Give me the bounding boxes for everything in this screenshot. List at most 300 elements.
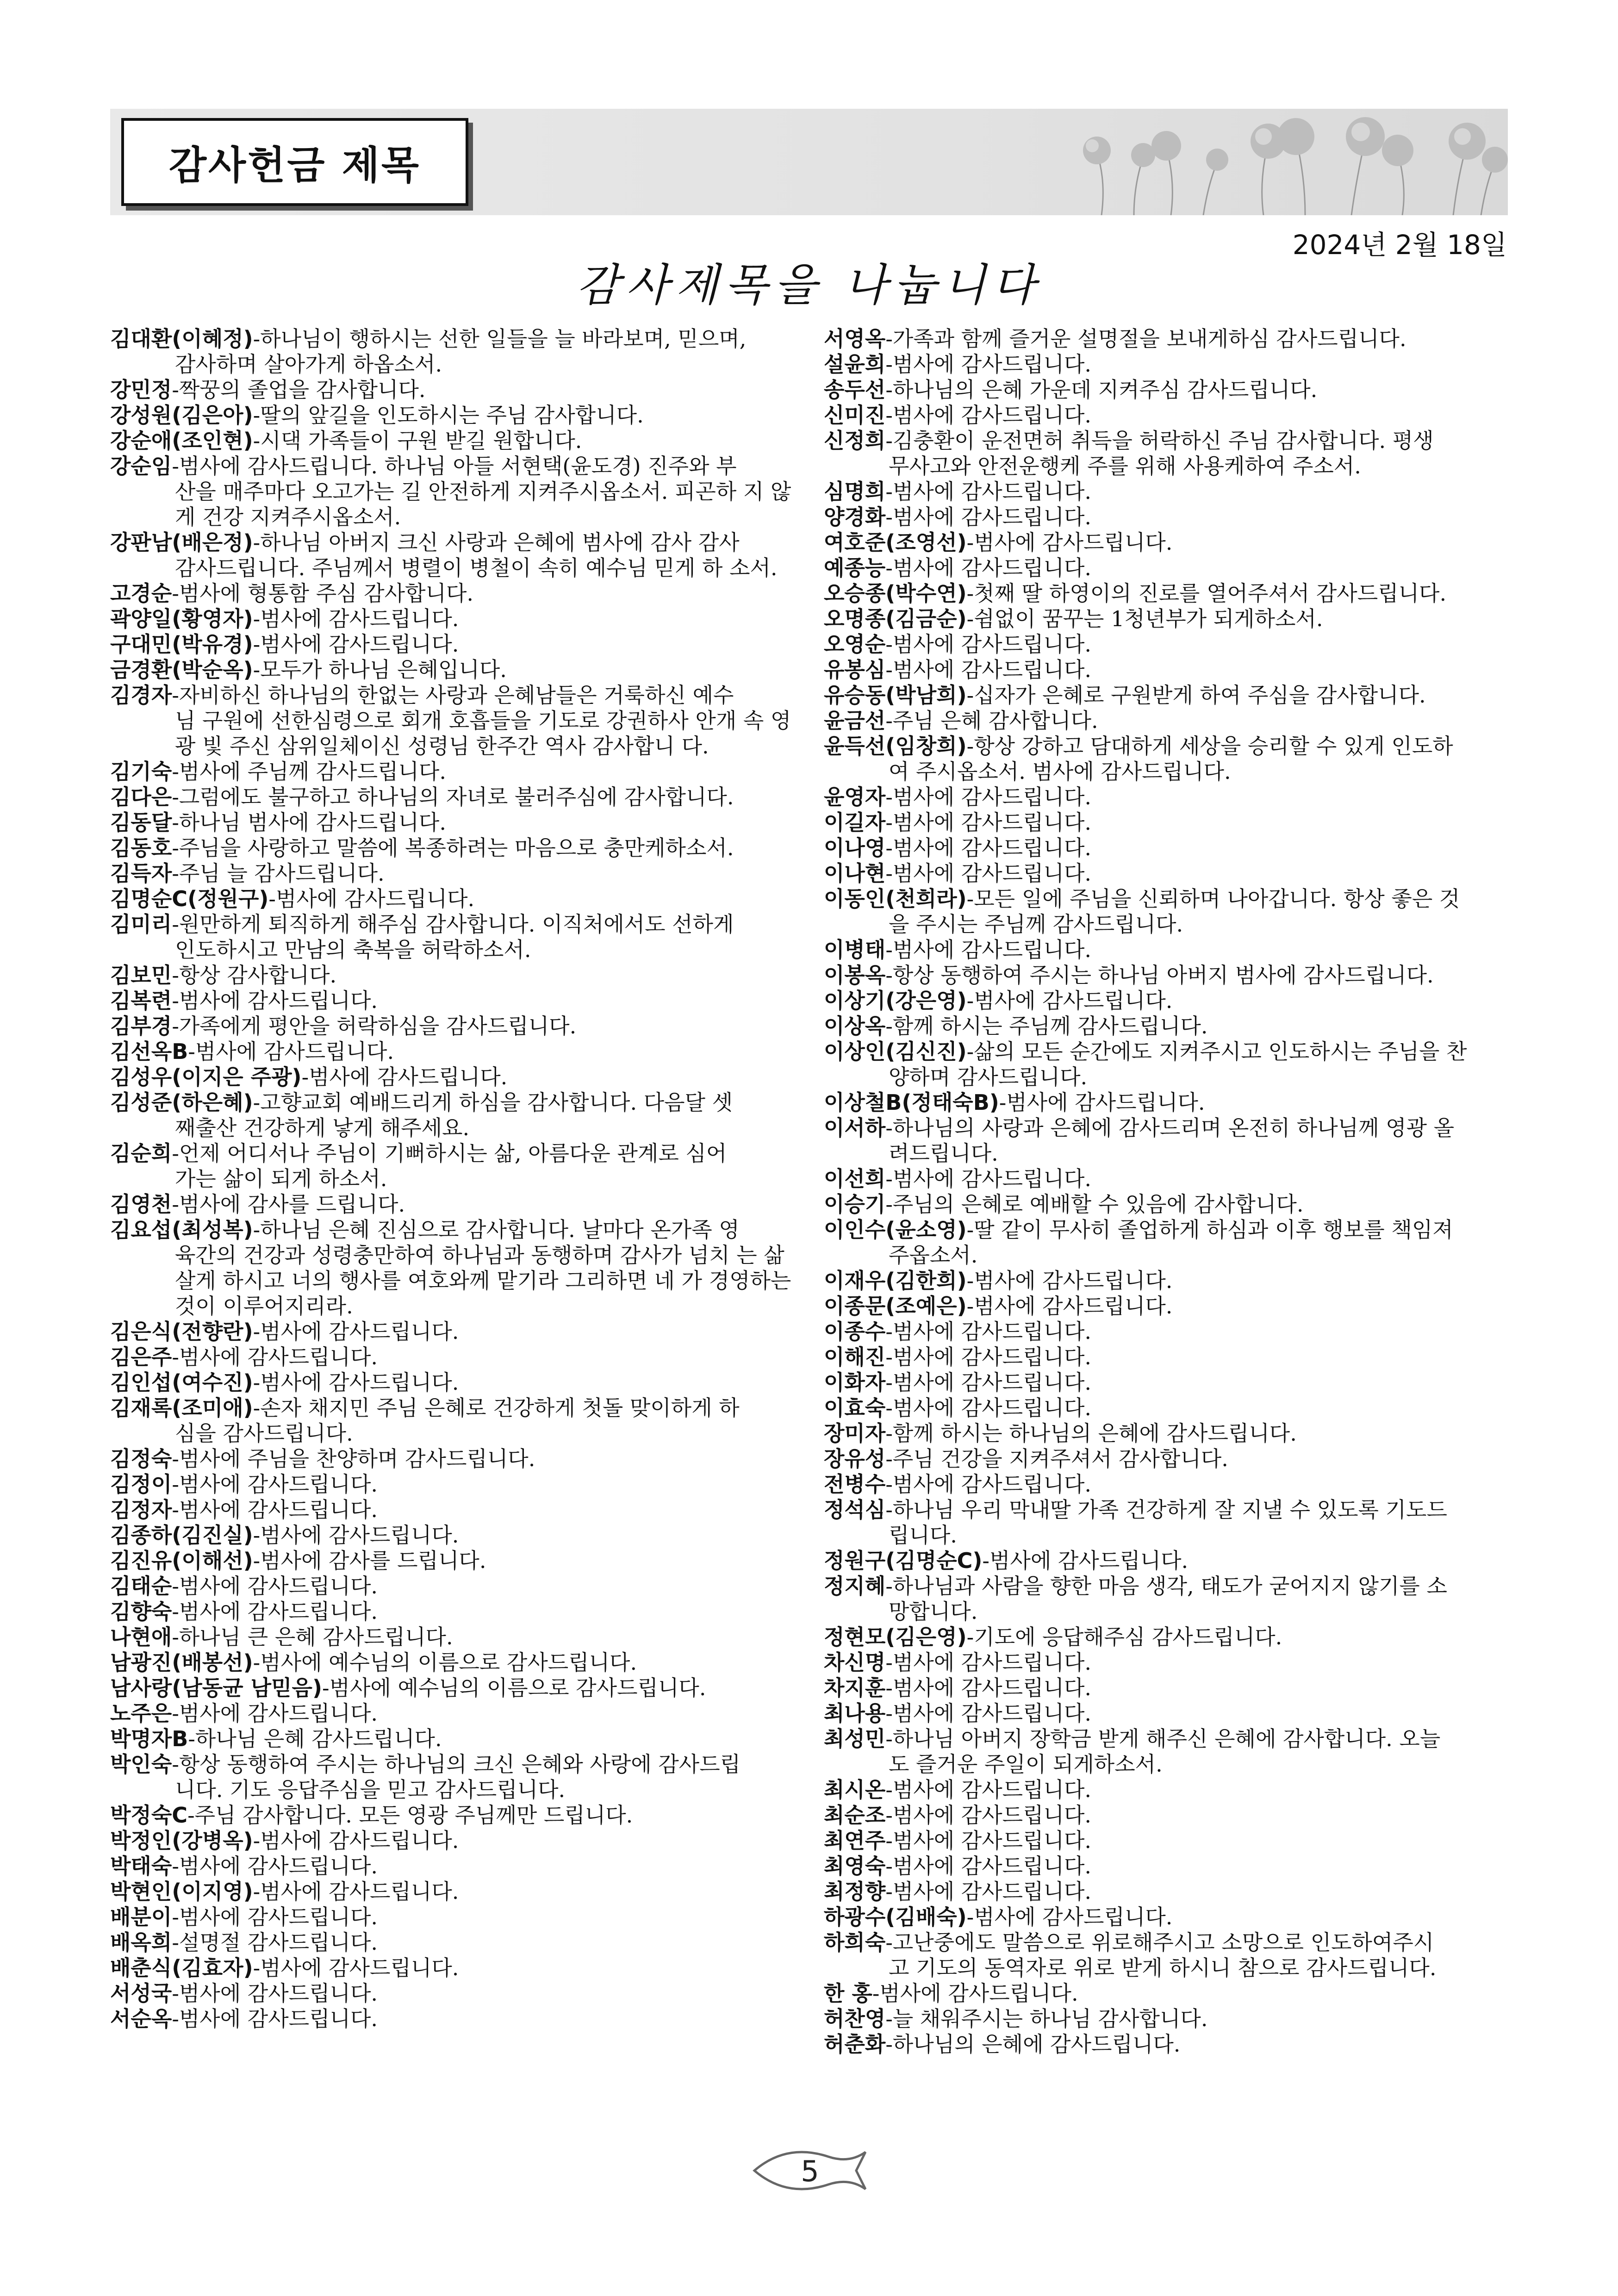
entry-name: 이나영 <box>824 835 886 860</box>
entry-message: -범사에 감사드립니다. <box>253 1523 459 1548</box>
entry-name: 김인섭(여수진) <box>110 1370 253 1395</box>
thanks-entry <box>110 1319 795 1344</box>
thanks-entry <box>110 1828 795 1854</box>
entry-name: 박인숙 <box>110 1752 172 1777</box>
entry-name: 정원구(김명순C) <box>824 1548 983 1573</box>
thanks-entry <box>824 708 1509 734</box>
entry-name: 김진유(이해선) <box>110 1548 253 1573</box>
entry-name: 양경화 <box>824 504 886 529</box>
entry-name: 배분이 <box>110 1904 172 1929</box>
thanks-entry <box>110 1930 795 1955</box>
entry-name: 이화자 <box>824 1370 886 1395</box>
entry-name: 이동인(천희라) <box>824 886 967 911</box>
entry-message-continued: 감사하며 살아가게 하옵소서. <box>175 352 442 377</box>
entry-name: 김부경 <box>110 1014 172 1039</box>
entry-message: -범사에 감사드립니다. <box>966 1294 1173 1319</box>
entry-message: -범사에 감사드립니다. <box>885 1395 1092 1420</box>
entry-message: -손자 채지민 주님 은혜로 건강하게 첫돌 맞이하게 하 <box>253 1395 740 1420</box>
thanks-entry <box>824 1777 1509 1803</box>
entry-message: -범사에 감사드립니다. <box>253 1319 459 1344</box>
entry-message: -범사에 감사드립니다. <box>885 835 1092 860</box>
entry-message: -쉼없이 꿈꾸는 1청년부가 되게하소서. <box>966 606 1323 631</box>
thanks-entry <box>824 2006 1509 2032</box>
thanks-entry <box>110 1752 795 1803</box>
entry-name: 장유성 <box>824 1446 886 1471</box>
thanks-entry <box>824 1014 1509 1039</box>
thanks-entry <box>110 1523 795 1548</box>
entry-message: -범사에 감사드립니다. <box>172 1344 378 1369</box>
thanks-entry <box>824 1624 1509 1650</box>
entry-message: -범사에 감사드립니다. <box>172 1574 378 1599</box>
entry-message: -범사에 감사드립니다. <box>885 657 1092 682</box>
entry-name: 이효숙 <box>824 1395 886 1420</box>
flower-decoration-icon <box>1064 111 1509 215</box>
entry-message-continued: 무사고와 안전운행케 주를 위해 사용케하여 주소서. <box>889 454 1361 479</box>
entry-message: -범사에 감사드립니다. <box>885 1344 1092 1369</box>
entry-name: 오영순 <box>824 632 886 657</box>
entry-message: -범사에 감사드립니다. <box>885 555 1092 580</box>
thanks-entry <box>110 1064 795 1090</box>
entry-message: -설명절 감사드립니다. <box>172 1930 378 1955</box>
thanks-entry <box>110 606 795 632</box>
entry-message-continued: 양하며 감사드립니다. <box>889 1064 1088 1089</box>
entry-message: -짝꿍의 졸업을 감사합니다. <box>172 377 426 402</box>
thanks-entry <box>824 1904 1509 1930</box>
entry-name: 차신명 <box>824 1650 886 1675</box>
entry-message: -주님의 은혜로 예배할 수 있음에 감사합니다. <box>885 1192 1304 1217</box>
entry-name: 이해진 <box>824 1344 886 1369</box>
entry-message: -범사에 감사드립니다. <box>172 1854 378 1879</box>
left-column <box>110 326 795 2032</box>
thanks-entry <box>824 1828 1509 1854</box>
thanks-entry <box>110 784 795 810</box>
thanks-entry <box>824 326 1509 352</box>
entry-message: -범사에 감사드립니다. <box>885 784 1092 809</box>
entry-name: 윤득선(임창희) <box>824 734 967 759</box>
entry-message: -범사에 감사드립니다. <box>885 1472 1092 1497</box>
thanks-entry <box>824 963 1509 988</box>
thanks-entry <box>110 1472 795 1497</box>
entry-message-continued: 려드립니다. <box>889 1141 998 1166</box>
entry-name: 강민정 <box>110 377 172 402</box>
entry-message-continued: 심을 감사드립니다. <box>175 1421 353 1446</box>
entry-name: 배옥희 <box>110 1930 172 1955</box>
entry-name: 김명순C(정원구) <box>110 886 269 911</box>
thanks-entry <box>824 1548 1509 1574</box>
entry-name: 이인수(윤소영) <box>824 1217 967 1242</box>
thanks-entry <box>110 1446 795 1472</box>
entry-name: 강성원(김은아) <box>110 403 253 428</box>
entry-name: 이서하 <box>824 1115 886 1140</box>
thanks-entry <box>824 1294 1509 1319</box>
entry-message-continued: 여 주시옵소서. 범사에 감사드립니다. <box>889 759 1231 784</box>
entry-name: 유승동(박남희) <box>824 683 967 708</box>
entry-message: -범사에 감사드립니다. <box>253 606 459 631</box>
entry-name: 차지훈 <box>824 1675 886 1700</box>
entry-message: -범사에 감사를 드립니다. <box>253 1548 486 1573</box>
entry-name: 이승기 <box>824 1192 886 1217</box>
entry-name: 이재우(김한희) <box>824 1268 967 1293</box>
thanks-entry <box>824 1090 1509 1115</box>
entry-message: -십자가 은혜로 구원받게 하여 주심을 감사합니다. <box>966 683 1426 708</box>
thanks-entry <box>110 1599 795 1624</box>
thanks-entry <box>110 1904 795 1930</box>
issue-date: 2024년 2월 18일 <box>1292 229 1507 261</box>
entry-name: 이나현 <box>824 861 886 886</box>
entry-message-continued: 인도하시고 만남의 축복을 허락하소서. <box>175 937 531 962</box>
entry-message: -하나님 아버지 크신 사랑과 은혜에 범사에 감사 감사 <box>253 530 740 555</box>
entry-message: -범사에 감사드립니다. <box>999 1090 1205 1115</box>
entry-name: 김다은 <box>110 784 172 809</box>
entry-name: 고경순 <box>110 581 172 606</box>
entry-name: 김동달 <box>110 810 172 835</box>
entry-message-continued: 님 구원에 선한심령으로 회개 호흡들을 기도로 강권하사 안개 속 영광 빛 주신 삼위일체이신 성령님 한주간 역사 감사합니 다. <box>175 708 791 759</box>
thanks-entry <box>824 479 1509 504</box>
entry-message: -범사에 감사드립니다. <box>885 1701 1092 1726</box>
entry-message: -하나님 우리 막내딸 가족 건강하게 잘 지낼 수 있도록 기도드 <box>885 1497 1447 1522</box>
entry-name: 정현모(김은영) <box>824 1624 967 1649</box>
entry-name: 이상옥 <box>824 1014 886 1039</box>
entry-message-continued: 고 기도의 동역자로 위로 받게 하시니 참으로 감사드립니다. <box>889 1955 1437 1980</box>
entry-name: 김영천 <box>110 1192 172 1217</box>
entry-message: -범사에 감사드립니다. <box>172 2006 378 2031</box>
thanks-entry <box>824 1726 1509 1777</box>
entry-name: 허찬영 <box>824 2006 886 2031</box>
entry-message: -범사에 감사드립니다. <box>253 1828 459 1853</box>
entry-name: 정지혜 <box>824 1574 886 1599</box>
thanks-entry <box>110 861 795 886</box>
entry-name: 허춘화 <box>824 2032 886 2057</box>
thanks-entry <box>824 1879 1509 1904</box>
thanks-entry <box>110 2006 795 2032</box>
entry-message: -늘 채워주시는 하나님 감사합니다. <box>885 2006 1208 2031</box>
thanks-entry <box>824 1319 1509 1344</box>
entry-message: -범사에 감사드립니다. <box>885 632 1092 657</box>
entry-message: -언제 어디서나 주님이 기뻐하시는 삶, 아름다운 관계로 심어 <box>172 1141 727 1166</box>
entry-message: -고향교회 예배드리게 하심을 감사합니다. 다음달 셋 <box>253 1090 733 1115</box>
entry-name: 최성민 <box>824 1726 886 1751</box>
entry-message: -시댁 가족들이 구원 받길 원합니다. <box>253 428 582 453</box>
entry-message: -자비하신 하나님의 한없는 사랑과 은혜남들은 거룩하신 예수 <box>172 683 734 708</box>
entry-name: 김경자 <box>110 683 172 708</box>
entry-name: 전병수 <box>824 1472 886 1497</box>
entry-name: 이종문(조예은) <box>824 1294 967 1319</box>
entry-message: -주님 건강을 지켜주셔서 감사합니다. <box>885 1446 1228 1471</box>
entry-message: -첫째 딸 하영이의 진로를 열어주셔서 감사드립니다. <box>966 581 1447 606</box>
entry-message: -범사에 감사드립니다. 하나님 아들 서현택(윤도경) 진주와 부 <box>172 454 737 479</box>
thanks-entry <box>110 1014 795 1039</box>
entry-message: -하나님의 사랑과 은혜에 감사드리며 온전히 하나님께 영광 올 <box>885 1115 1455 1140</box>
entry-name: 김요섭(최성복) <box>110 1217 253 1242</box>
entry-name: 하광수(김배숙) <box>824 1904 967 1929</box>
entry-message: -하나님과 사람을 향한 마음 생각, 태도가 굳어지지 않기를 소 <box>885 1574 1447 1599</box>
entry-message: -범사에 감사드립니다. <box>172 1599 378 1624</box>
thanks-entry <box>824 352 1509 377</box>
entry-message: -범사에 감사드립니다. <box>885 1777 1092 1802</box>
entry-message: -범사에 감사드립니다. <box>885 504 1092 529</box>
entry-message: -주님 은혜 감사합니다. <box>885 708 1098 733</box>
entry-name: 하희숙 <box>824 1930 886 1955</box>
entry-message: -고난중에도 말씀으로 위로해주시고 소망으로 인도하여주시 <box>885 1930 1434 1955</box>
thanks-entry <box>110 428 795 454</box>
entry-message: -범사에 감사드립니다. <box>172 1472 378 1497</box>
thanks-entry <box>110 1701 795 1726</box>
entry-message: -항상 감사합니다. <box>172 963 337 988</box>
entry-message-continued: 립니다. <box>889 1523 957 1548</box>
entry-message: -딸 같이 무사히 졸업하게 하심과 이후 행보를 책임져 <box>966 1217 1453 1242</box>
entry-message: -범사에 예수님의 이름으로 감사드립니다. <box>322 1675 706 1700</box>
entry-message-continued: 째출산 건강하게 낳게 해주세요. <box>175 1115 470 1140</box>
entry-message: -범사에 감사드립니다. <box>885 937 1092 962</box>
thanks-entry <box>824 988 1509 1014</box>
thanks-entry <box>110 1574 795 1599</box>
entry-message: -주님 감사합니다. 모든 영광 주님께만 드립니다. <box>187 1803 633 1828</box>
entry-message: -삶의 모든 순간에도 지켜주시고 인도하시는 주님을 찬 <box>966 1039 1467 1064</box>
entry-message-continued: 망합니다. <box>889 1599 978 1624</box>
entry-message: -범사에 감사드립니다. <box>885 403 1092 428</box>
entry-name: 이상인(김신진) <box>824 1039 967 1064</box>
entry-message: -함께 하시는 하나님의 은혜에 감사드립니다. <box>885 1421 1297 1446</box>
thanks-entry <box>824 1675 1509 1701</box>
entry-name: 심명희 <box>824 479 886 504</box>
thanks-entry <box>110 632 795 657</box>
entry-message: -하나님의 은혜에 감사드립니다. <box>885 2032 1181 2057</box>
entry-message: -범사에 감사드립니다. <box>885 861 1092 886</box>
thanks-entry <box>824 1472 1509 1497</box>
entry-message: -범사에 예수님의 이름으로 감사드립니다. <box>253 1650 637 1675</box>
entry-message: -하나님 은혜 진심으로 감사합니다. 날마다 온가족 영 <box>253 1217 740 1242</box>
entry-name: 남광진(배봉선) <box>110 1650 253 1675</box>
thanks-entry <box>824 1930 1509 1981</box>
entry-message-continued: 니다. 기도 응답주심을 믿고 감사드립니다. <box>175 1777 566 1802</box>
entry-name: 김종하(김진실) <box>110 1523 253 1548</box>
thanks-entry <box>824 1192 1509 1217</box>
entry-name: 윤영자 <box>824 784 886 809</box>
thanks-entry <box>110 1192 795 1217</box>
entry-name: 김향숙 <box>110 1599 172 1624</box>
entry-name: 이선희 <box>824 1166 886 1191</box>
entry-message: -가족과 함께 즐거운 설명절을 보내게하심 감사드립니다. <box>885 326 1406 351</box>
entry-message: -하나님 큰 은혜 감사드립니다. <box>172 1624 453 1649</box>
entry-message-continued: 감사드립니다. 주님께서 병렬이 병철이 속히 예수님 믿게 하 소서. <box>175 555 778 580</box>
entry-message: -범사에 감사드립니다. <box>885 1370 1092 1395</box>
entry-message: -항상 강하고 담대하게 세상을 승리할 수 있게 인도하 <box>966 734 1453 759</box>
entry-message: -범사에 감사드립니다. <box>172 1981 378 2006</box>
thanks-entry <box>824 555 1509 581</box>
entry-message: -함께 하시는 주님께 감사드립니다. <box>885 1014 1208 1039</box>
thanks-entry <box>824 1370 1509 1395</box>
thanks-entry <box>824 1803 1509 1828</box>
entry-name: 김복련 <box>110 988 172 1013</box>
thanks-entry <box>824 428 1509 479</box>
entry-name: 최정향 <box>824 1879 886 1904</box>
entry-message: -범사에 감사드립니다. <box>885 1319 1092 1344</box>
entry-name: 곽양일(황영자) <box>110 606 253 631</box>
entry-name: 나현애 <box>110 1624 172 1649</box>
entry-name: 김미리 <box>110 912 172 937</box>
entry-message: -범사에 감사드립니다. <box>885 1650 1092 1675</box>
entry-message: -범사에 감사드립니다. <box>268 886 475 911</box>
thanks-entry <box>824 1574 1509 1624</box>
entry-message: -범사에 감사드립니다. <box>966 1268 1173 1293</box>
entry-name: 설윤희 <box>824 352 886 377</box>
entry-name: 이상철B(정태숙B) <box>824 1090 999 1115</box>
thanks-entry <box>110 1879 795 1904</box>
entry-name: 김성우(이지은 주광) <box>110 1064 302 1089</box>
thanks-entry <box>824 377 1509 403</box>
entry-message: -하나님 은혜 감사드립니다. <box>188 1726 442 1751</box>
thanks-entry <box>824 606 1509 632</box>
entry-message: -모든 일에 주님을 신뢰하며 나아갑니다. 항상 좋은 것 <box>966 886 1460 911</box>
entry-message: -하나님이 행하시는 선한 일들을 늘 바라보며, 믿으며, <box>253 326 747 351</box>
entry-message: -딸의 앞길을 인도하시는 주님 감사합니다. <box>253 403 644 428</box>
thanks-entry <box>824 784 1509 810</box>
section-title-box <box>121 118 468 206</box>
entry-name: 신정희 <box>824 428 886 453</box>
page-headline: 감사제목을 나눕니다 <box>576 259 1042 311</box>
right-column <box>824 326 1509 2057</box>
thanks-entry <box>824 504 1509 530</box>
entry-message: -가족에게 평안을 허락하심을 감사드립니다. <box>172 1014 577 1039</box>
entry-name: 이상기(강은영) <box>824 988 967 1013</box>
thanks-entry <box>824 810 1509 835</box>
thanks-entry <box>110 403 795 428</box>
entry-name: 최나용 <box>824 1701 886 1726</box>
entry-message: -하나님의 은혜 가운데 지켜주심 감사드립니다. <box>885 377 1318 402</box>
thanks-entry <box>824 1854 1509 1879</box>
entry-name: 김대환(이혜정) <box>110 326 253 351</box>
entry-name: 박정숙C <box>110 1803 188 1828</box>
entry-name: 신미진 <box>824 403 886 428</box>
entry-name: 최영숙 <box>824 1854 886 1879</box>
thanks-entry <box>110 454 795 530</box>
entry-name: 김동호 <box>110 835 172 860</box>
entry-message: -범사에 감사드립니다. <box>982 1548 1189 1573</box>
entry-message-continued: 을 주시는 주님께 감사드립니다. <box>889 912 1183 937</box>
entry-name: 금경환(박순옥) <box>110 657 253 682</box>
entry-message: -범사에 감사드립니다. <box>253 1955 459 1980</box>
entry-message: -범사에 형통함 주심 감사합니다. <box>172 581 474 606</box>
entry-message: -그럼에도 불구하고 하나님의 자녀로 불러주심에 감사합니다. <box>172 784 734 809</box>
thanks-entry <box>110 963 795 988</box>
thanks-entry <box>824 1115 1509 1166</box>
thanks-entry <box>824 657 1509 683</box>
thanks-entry <box>110 1624 795 1650</box>
entry-name: 윤금선 <box>824 708 886 733</box>
entry-message: -하나님 범사에 감사드립니다. <box>172 810 446 835</box>
entry-message: -범사에 감사드립니다. <box>966 988 1173 1013</box>
entry-message: -범사에 감사드립니다. <box>885 1803 1092 1828</box>
entry-message: -범사에 감사드립니다. <box>885 810 1092 835</box>
entry-message: -범사에 감사드립니다. <box>172 1497 378 1522</box>
entry-message: -범사에 감사드립니다. <box>172 988 378 1013</box>
entry-name: 정석심 <box>824 1497 886 1522</box>
entry-message: -범사에 감사드립니다. <box>966 530 1173 555</box>
entry-message: -범사에 감사드립니다. <box>966 1904 1173 1929</box>
entry-name: 박정인(강병옥) <box>110 1828 253 1853</box>
thanks-entry <box>824 937 1509 963</box>
thanks-entry <box>824 1981 1509 2006</box>
entry-name: 김정자 <box>110 1497 172 1522</box>
thanks-entry <box>110 1217 795 1319</box>
thanks-entry <box>824 1446 1509 1472</box>
entry-name: 남사랑(남동균 남믿음) <box>110 1675 322 1700</box>
entry-name: 오명종(김금순) <box>824 606 967 631</box>
thanks-entry <box>824 632 1509 657</box>
entry-name: 박태숙 <box>110 1854 172 1879</box>
thanks-entry <box>824 1268 1509 1294</box>
thanks-entry <box>110 759 795 784</box>
thanks-entry <box>110 912 795 963</box>
thanks-entry <box>110 988 795 1014</box>
thanks-entry <box>110 581 795 606</box>
thanks-entry <box>110 1650 795 1675</box>
entry-message: -범사에 감사드립니다. <box>172 1904 378 1929</box>
entry-name: 박현인(이지영) <box>110 1879 253 1904</box>
section-title: 감사헌금 제목 <box>168 142 421 188</box>
thanks-entry <box>824 530 1509 555</box>
entry-name: 구대민(박유경) <box>110 632 253 657</box>
thanks-entry <box>110 530 795 581</box>
entry-name: 강순임 <box>110 454 172 479</box>
thanks-entry <box>110 1344 795 1370</box>
entry-message: -범사에 감사드립니다. <box>885 1854 1092 1879</box>
entry-name: 오승종(박수연) <box>824 581 967 606</box>
thanks-entry <box>824 1395 1509 1421</box>
entry-message: -원만하게 퇴직하게 해주심 감사합니다. 이직처에서도 선하게 <box>172 912 734 937</box>
entry-name: 예종능 <box>824 555 886 580</box>
entry-name: 이종수 <box>824 1319 886 1344</box>
entry-message: -김충환이 운전면허 취득을 허락하신 주님 감사합니다. 평생 <box>885 428 1434 453</box>
entry-message: -범사에 주님께 감사드립니다. <box>172 759 446 784</box>
entry-message-continued: 육간의 건강과 성령충만하여 하나님과 동행하며 감사가 넘치 는 삶 살게 하시고 너의 행사를 여호와께 맡기라 그리하면 네 가 경영하는 것이 이루어지리라. <box>175 1243 791 1319</box>
entry-message: -범사에 감사드립니다. <box>188 1039 394 1064</box>
entry-message: -항상 동행하여 주시는 하나님의 크신 은혜와 사랑에 감사드립 <box>172 1752 741 1777</box>
entry-name: 최순조 <box>824 1803 886 1828</box>
thanks-entry <box>110 1497 795 1523</box>
entry-message: -범사에 감사드립니다. <box>885 479 1092 504</box>
thanks-entry <box>824 2032 1509 2057</box>
thanks-entry <box>110 657 795 683</box>
entry-name: 김보민 <box>110 963 172 988</box>
thanks-entry <box>824 1650 1509 1675</box>
thanks-entry <box>110 1395 795 1446</box>
thanks-entry <box>824 886 1509 937</box>
entry-message: -하나님 아버지 장학금 받게 해주신 은혜에 감사합니다. 오늘 <box>885 1726 1441 1751</box>
entry-message: -범사에 감사드립니다. <box>253 1370 459 1395</box>
entry-name: 김재록(조미애) <box>110 1395 253 1420</box>
entry-name: 강순애(조인현) <box>110 428 253 453</box>
page-number: 5 <box>801 2154 819 2188</box>
thanks-entry <box>110 683 795 759</box>
thanks-entry <box>110 1548 795 1574</box>
entry-message: -모두가 하나님 은혜입니다. <box>253 657 507 682</box>
thanks-entry <box>824 403 1509 428</box>
thanks-entry <box>824 1344 1509 1370</box>
thanks-entry <box>824 861 1509 886</box>
thanks-entry <box>824 835 1509 861</box>
entry-name: 배춘식(김효자) <box>110 1955 253 1980</box>
entry-name: 여호준(조영선) <box>824 530 967 555</box>
entry-message-continued: 가는 삶이 되게 하소서. <box>175 1166 387 1191</box>
entry-message: -범사에 감사드립니다. <box>872 1981 1078 2006</box>
entry-name: 서순옥 <box>110 2006 172 2031</box>
entry-message-continued: 산을 매주마다 오고가는 길 안전하게 지켜주시옵소서. 피곤하 지 않게 건강 지켜주시옵소서. <box>175 479 791 529</box>
entry-message: -범사에 감사드립니다. <box>253 1879 459 1904</box>
thanks-entry <box>110 1675 795 1701</box>
entry-message: -범사에 감사드립니다. <box>253 632 459 657</box>
entry-message: -범사에 감사드립니다. <box>885 352 1092 377</box>
